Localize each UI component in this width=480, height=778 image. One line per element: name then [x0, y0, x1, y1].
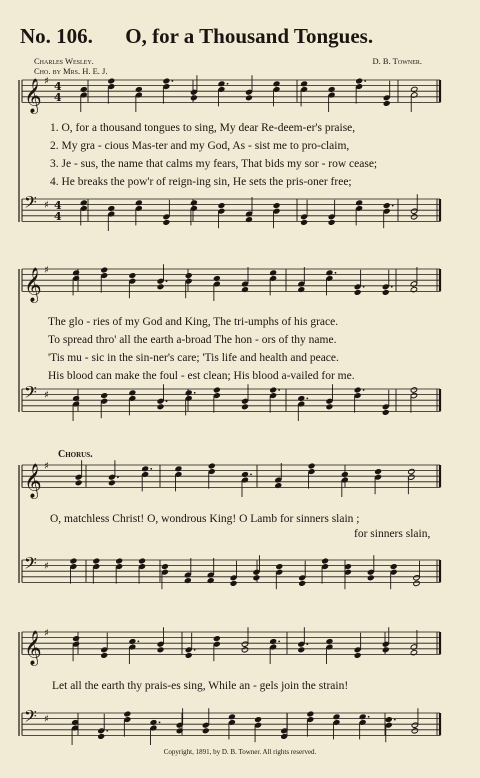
verse-line-8: His blood can make the foul - est clean; His blood a-vailed for me. — [48, 370, 355, 382]
note-head — [230, 580, 237, 586]
note-head — [185, 652, 192, 658]
dot-mark — [392, 205, 394, 207]
note-head — [70, 558, 77, 564]
author-credit: Charles Wesley. — [34, 56, 94, 66]
dot-mark — [227, 83, 229, 85]
sharp-icon: ♯ — [44, 265, 49, 276]
time-signature-top: 4 — [54, 199, 62, 212]
dot-mark — [306, 643, 308, 645]
sharp-icon: ♯ — [44, 76, 49, 87]
dot-mark — [278, 641, 280, 643]
note-head — [354, 652, 361, 658]
note-head — [300, 219, 307, 225]
note-head — [385, 716, 392, 722]
verse-line-2: 2. My gra - cious Mas-ter and my God, As - sist me to pro-claim, — [50, 140, 350, 152]
bass-clef-icon: 𝄢 — [24, 382, 37, 406]
treble-clef-icon: 𝄞 — [24, 267, 42, 303]
treble-clef-icon: 𝄞 — [24, 78, 42, 114]
verse-line-3: 3. Je - sus, the name that calms my fears, That bids my sor - row cease; — [50, 158, 378, 170]
dot-mark — [364, 80, 366, 82]
sharp-icon: ♯ — [44, 461, 49, 472]
note-head — [367, 575, 374, 581]
dot-mark — [117, 476, 119, 478]
dot-mark — [278, 389, 280, 391]
chorus-line-2: Let all the earth thy prais-es sing, While an - gels join the strain! — [52, 680, 349, 692]
note-head — [129, 272, 136, 278]
dot-mark — [166, 280, 168, 282]
dot-mark — [194, 392, 196, 394]
dot-mark — [363, 389, 365, 391]
note-head — [354, 289, 361, 295]
note-head — [321, 558, 328, 564]
note-head — [383, 100, 390, 106]
note-head — [163, 219, 170, 225]
sharp-icon: ♯ — [44, 714, 49, 725]
time-signature-bottom: 4 — [54, 210, 62, 223]
note-head — [163, 78, 170, 84]
dot-mark — [171, 80, 173, 82]
note-head — [328, 219, 335, 225]
time-signature-bottom: 4 — [54, 91, 62, 104]
note-head — [218, 202, 225, 208]
hymn-number: No. 106. — [20, 24, 93, 48]
note-head — [241, 647, 248, 653]
note-head — [245, 95, 252, 101]
note-head — [253, 575, 260, 581]
dot-mark — [106, 730, 108, 732]
chorus-label: Chorus. — [58, 449, 93, 460]
chorus-echo: for sinners slain, — [354, 528, 431, 540]
note-head — [185, 272, 192, 278]
note-head — [276, 563, 283, 569]
dot-mark — [194, 649, 196, 651]
bass-clef-icon: 𝄢 — [24, 553, 37, 577]
note-head — [101, 652, 108, 658]
copyright-notice: Copyright, 1891, by D. B. Towner. All rights reserved. — [163, 748, 317, 756]
note-head — [213, 387, 220, 393]
sharp-icon: ♯ — [44, 200, 49, 211]
note-head — [390, 563, 397, 569]
verse-line-4: 4. He breaks the pow'r of reign-ing sin, He sets the pris-oner free; — [50, 176, 352, 188]
note-head — [93, 558, 100, 564]
note-head — [382, 647, 389, 653]
note-head — [138, 558, 145, 564]
dot-mark — [306, 398, 308, 400]
note-head — [101, 267, 108, 273]
hymn-title: O, for a Thousand Tongues. — [125, 24, 374, 48]
note-head — [101, 392, 108, 398]
sharp-icon: ♯ — [44, 561, 49, 572]
note-head — [116, 558, 123, 564]
verse-line-1: 1. O, for a thousand tongues to sing, My dear Re-deem-er's praise, — [50, 122, 356, 134]
note-head — [411, 728, 418, 734]
note-head — [382, 409, 389, 415]
note-head — [202, 728, 209, 734]
note-head — [157, 284, 164, 290]
time-signature-top: 4 — [54, 80, 62, 93]
note-head — [411, 214, 418, 220]
note-head — [108, 480, 115, 486]
note-head — [413, 580, 420, 586]
note-head — [72, 635, 79, 641]
note-head — [254, 716, 261, 722]
sharp-icon: ♯ — [44, 628, 49, 639]
dot-mark — [363, 286, 365, 288]
note-head — [75, 480, 82, 486]
note-head — [299, 580, 306, 586]
dot-mark — [368, 716, 370, 718]
note-head — [308, 463, 315, 469]
note-head — [190, 95, 197, 101]
note-head — [98, 733, 105, 739]
sharp-icon: ♯ — [44, 390, 49, 401]
note-head — [157, 404, 164, 410]
note-head — [408, 468, 415, 474]
note-head — [208, 463, 215, 469]
note-head — [326, 404, 333, 410]
treble-clef-icon: 𝄞 — [24, 463, 42, 499]
note-head — [108, 78, 115, 84]
note-head — [307, 711, 314, 717]
chorus-author-credit: Cho. by Mrs. H. E. J. — [34, 66, 108, 76]
note-head — [354, 387, 361, 393]
note-head — [124, 711, 131, 717]
dot-mark — [394, 719, 396, 721]
note-head — [213, 635, 220, 641]
dot-mark — [335, 272, 337, 274]
note-head — [241, 404, 248, 410]
note-head — [273, 202, 280, 208]
note-head — [382, 289, 389, 295]
dot-mark — [250, 474, 252, 476]
note-head — [161, 563, 168, 569]
verse-line-5: The glo - ries of my God and King, The tri-umphs of his grace. — [48, 316, 339, 328]
note-head — [374, 468, 381, 474]
chorus-line-1: O, matchless Christ! O, wondrous King! O Lamb for sinners slain ; — [50, 513, 360, 525]
bass-clef-icon: 𝄢 — [24, 706, 37, 730]
bass-clef-icon: 𝄢 — [24, 192, 37, 216]
dot-mark — [166, 400, 168, 402]
note-head — [383, 202, 390, 208]
dot-mark — [159, 722, 161, 724]
note-head — [157, 647, 164, 653]
treble-clef-icon: 𝄞 — [24, 630, 42, 666]
note-head — [355, 78, 362, 84]
note-head — [410, 387, 417, 393]
composer-credit: D. B. Towner. — [372, 56, 422, 66]
verse-line-7: 'Tis mu - sic in the sin-ner's care; 'Tis life and health and peace. — [48, 352, 339, 364]
dot-mark — [391, 286, 393, 288]
note-head — [298, 647, 305, 653]
note-head — [269, 387, 276, 393]
verse-line-6: To spread thro' all the earth a-broad The hon - ors of thy name. — [48, 334, 337, 346]
dot-mark — [150, 468, 152, 470]
dot-mark — [137, 641, 139, 643]
